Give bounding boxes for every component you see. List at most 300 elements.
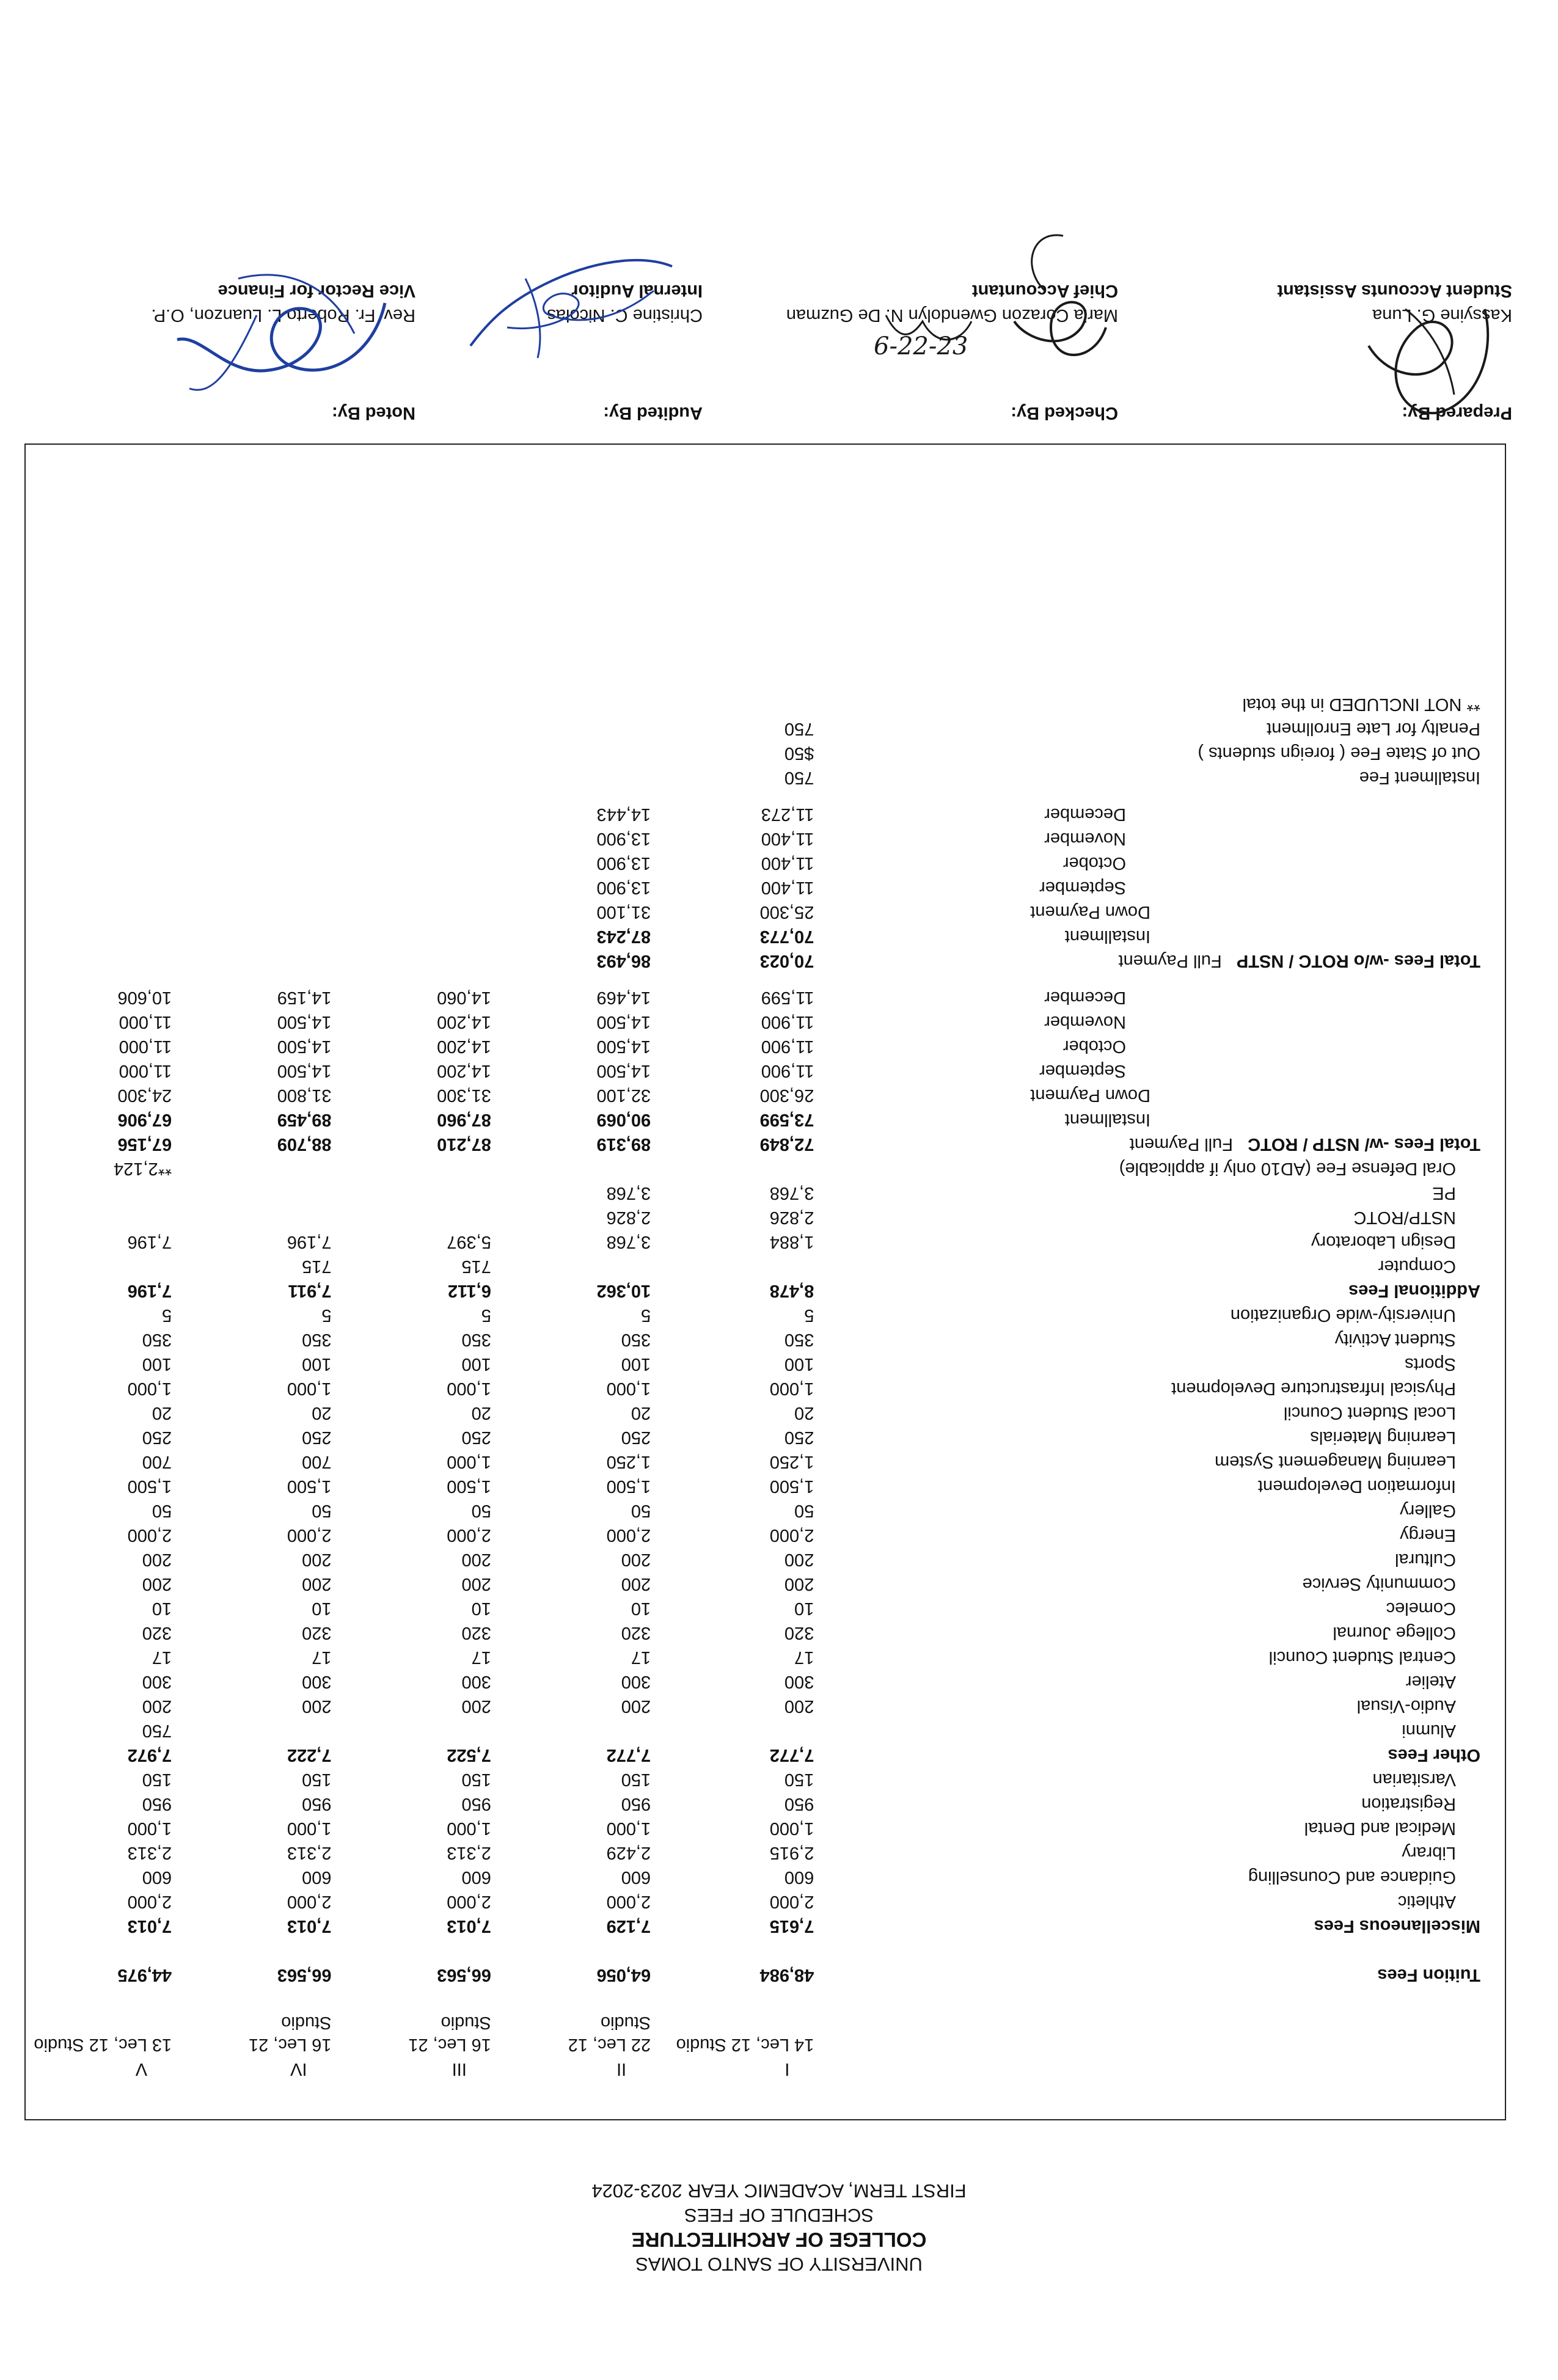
schedule-label: Down Payment [1030,1086,1150,1105]
fee-value: 5 [804,1305,814,1325]
empty-cell [172,900,331,924]
fee-value: 11,400 [761,853,814,873]
schedule-label: September [1039,878,1126,897]
fee-value: 600 [621,1867,651,1887]
fee-value [172,1718,331,1743]
misc-item-row [26,1767,1480,1792]
fee-value: 2,000 [127,1892,172,1911]
fee-value: 200 [621,1550,651,1569]
fee-value: 67,156 [117,1134,172,1154]
fee-value: 200 [621,1574,651,1594]
empty-cell [172,827,331,851]
note-label: Installment Fee [1359,768,1480,787]
prepared-by-role: Student Accounts Assistant [1277,281,1512,301]
fee-value [26,1254,172,1279]
empty-cell [172,692,331,717]
fee-value: 14,200 [437,1061,491,1081]
fee-value: 950 [784,1794,814,1814]
fee-value: 1,000 [606,1819,651,1838]
empty-cell [26,827,172,851]
fee-value: **2,124 [113,1159,172,1178]
empty-cell [26,949,172,973]
fee-value: 17 [471,1648,491,1667]
units-header-line-2 [26,2012,1480,2034]
fee-value: 100 [461,1354,491,1374]
fee-value [26,1205,172,1230]
fee-value: 1,500 [287,1477,332,1496]
note-row [26,717,1480,741]
schedule-label: December [1044,988,1126,1007]
other-item-row [26,1450,1480,1474]
without-nstp-schedule-row [26,802,1480,827]
prepared-by-heading: Prepared By: [1402,403,1512,423]
fee-value: 72,849 [759,1134,814,1154]
fee-value: 700 [302,1452,332,1472]
fee-value: 350 [621,1330,651,1349]
fee-value: 20 [312,1403,332,1423]
fee-value: 11,000 [119,1037,172,1056]
fee-value: 14,159 [277,988,332,1007]
fee-value: 950 [302,1794,332,1814]
noted-by-name: Rev. Fr. Roberto L. Luanzon, O.P. [151,305,415,325]
document-header [0,2178,1558,2276]
note-label: Out of State Fee ( foreign students ) [1198,743,1480,763]
fee-value: 150 [142,1770,172,1789]
fee-value: 7,222 [287,1745,332,1765]
term-title: FIRST TERM, ACADEMIC YEAR 2023-2024 [591,2180,967,2202]
other-item-label: Physical Infrastructure Development [1171,1379,1456,1398]
fee-value: 150 [621,1770,651,1789]
fee-value: 10 [471,1599,491,1618]
note-label: Penalty for Late Enrollment [1267,719,1480,739]
additional-item-row [26,1205,1480,1230]
fee-value: 11,400 [761,829,814,849]
fee-value: 300 [302,1672,332,1692]
with-nstp-schedule-row [26,1034,1480,1059]
schedule-label: October [1062,1037,1126,1056]
other-item-label: University-wide Organization [1230,1305,1456,1325]
fee-value: 7,129 [606,1916,651,1936]
units-label [26,2012,172,2034]
fee-value: 200 [784,1696,814,1716]
schedule-label: Down Payment [1030,902,1150,922]
with-nstp-schedule-row [26,1010,1480,1034]
fee-value: 600 [784,1867,814,1887]
fee-value: 250 [142,1428,172,1447]
year-level-label: IV [290,2059,307,2079]
fee-value: 14,500 [596,1037,651,1056]
fee-value: 14,200 [437,1012,491,1032]
fee-value [491,1718,651,1743]
fee-value: 8,478 [769,1281,814,1301]
fee-value: 7,196 [287,1232,332,1252]
fee-value: 200 [461,1550,491,1569]
fee-value: 3,768 [606,1232,651,1252]
misc-item-row [26,1841,1480,1865]
with-nstp-schedule-row [26,985,1480,1010]
fee-value: 250 [784,1428,814,1447]
fee-value: 67,906 [117,1110,172,1130]
fee-value: 350 [784,1330,814,1349]
empty-cell [26,851,172,875]
fee-value: 5 [641,1305,651,1325]
additional-item-label: NSTP/ROTC [1353,1208,1456,1227]
fee-value: 7,196 [127,1281,172,1301]
additional-item-row [26,1254,1480,1279]
fee-value: 66,563 [437,1965,491,1985]
fee-value [172,1205,331,1230]
empty-cell [172,802,331,827]
fee-value: 150 [461,1770,491,1789]
fee-value: 320 [784,1623,814,1643]
fee-value: 1,000 [447,1452,491,1472]
with-nstp-label-cell [814,1132,1480,1156]
empty-cell [331,900,491,924]
fee-value: 11,000 [119,1061,172,1081]
spacer-row [26,1987,1480,2012]
additional-item-label: Oral Defense Fee (AD10 only if applicable) [1119,1159,1456,1178]
checked-by-date: 6-22-23 [874,332,968,360]
fee-value: 2,000 [769,1525,814,1545]
schedule-title: SCHEDULE OF FEES [684,2205,874,2226]
empty-cell [331,924,491,949]
units-label: 16 Lec, 21 [408,2035,491,2054]
fee-value: 2,826 [606,1208,651,1227]
fee-value: 11,599 [761,988,814,1007]
without-nstp-schedule-row [26,875,1480,900]
empty-cell [26,802,172,827]
without-nstp-installment-row [26,924,1480,949]
fee-value: 50 [794,1501,814,1520]
fee-value: 89,459 [277,1110,332,1130]
fee-value: 1,500 [606,1477,651,1496]
empty-cell [331,827,491,851]
fee-value: 2,313 [447,1843,491,1863]
note-value: 750 [784,768,814,787]
fee-value: 2,000 [606,1525,651,1545]
fee-value [651,1718,814,1743]
fee-value: 200 [302,1550,332,1569]
fee-value: 2,000 [127,1525,172,1545]
empty-cell [331,741,491,765]
fee-value: 150 [784,1770,814,1789]
fee-value: 1,000 [127,1379,172,1398]
fee-value: 7,911 [288,1281,332,1301]
fee-value: 300 [461,1672,491,1692]
fee-value: 7,772 [769,1745,814,1765]
fee-value: 600 [461,1867,491,1887]
other-total-row [26,1743,1480,1767]
other-item-row [26,1303,1480,1327]
audited-by-heading: Audited By: [603,403,703,423]
note-value: 750 [784,719,814,739]
audited-by-role: Internal Auditor [571,281,703,301]
fee-value: 20 [471,1403,491,1423]
units-label: Studio [441,2013,491,2032]
fee-value: 10 [631,1599,651,1618]
fee-value: 17 [631,1648,651,1667]
fee-value: 14,060 [437,988,491,1007]
other-item-label: Audio-Visual [1356,1696,1456,1716]
other-item-label: Learning Management System [1215,1452,1456,1472]
other-item-label: Gallery [1400,1501,1456,1520]
fee-value: 66,563 [277,1965,332,1985]
spacer-row [26,1938,1480,1963]
year-level-label: V [135,2059,148,2079]
note-value [651,692,814,717]
fee-value: 700 [142,1452,172,1472]
empty-cell [26,900,172,924]
empty-cell [172,765,331,790]
fee-value: 300 [621,1672,651,1692]
other-item-label: Community Service [1302,1574,1456,1594]
fee-value: 2,429 [606,1843,651,1863]
fee-value: 11,900 [761,1012,814,1032]
fee-value: 320 [142,1623,172,1643]
other-item-row [26,1352,1480,1376]
fee-value: 20 [152,1403,172,1423]
checked-by-name: Maria Corazon Gwendolyn N. De Guzman [786,305,1118,325]
schedule-label: October [1062,853,1126,873]
other-item-label: Atelier [1405,1672,1456,1692]
fee-value [331,1718,491,1743]
with-nstp-schedule-row [26,1059,1480,1083]
installment-label: Installment [1064,1110,1150,1130]
empty-cell [172,949,331,973]
without-nstp-label: Total Fees -w/o ROTC / NSTP [1236,951,1480,971]
empty-cell [331,851,491,875]
fee-value: 320 [621,1623,651,1643]
fee-value: 7,522 [447,1745,491,1765]
additional-label: Additional Fees [1348,1281,1480,1301]
fee-value: 7,013 [447,1916,491,1936]
fee-value: 17 [312,1648,332,1667]
other-item-label: Local Student Council [1283,1403,1456,1423]
fee-value: 5 [321,1305,332,1325]
other-item-row [26,1498,1480,1523]
fee-value: 10 [152,1599,172,1618]
fees-frame [24,444,1506,2120]
empty-cell [172,717,331,741]
noted-by-role: Vice Rector for Finance [218,281,415,301]
other-item-row [26,1596,1480,1621]
fee-value: 10,362 [596,1281,651,1301]
other-item-row [26,1645,1480,1670]
full-payment-label: Full Payment [1129,1134,1234,1154]
fee-value: 87,960 [437,1110,491,1130]
note-row [26,741,1480,765]
fee-value: 350 [461,1330,491,1349]
additional-item-label: Design Laboratory [1311,1232,1456,1252]
fee-value: 950 [142,1794,172,1814]
fee-value: 14,200 [437,1037,491,1056]
full-payment-label: Full Payment [1118,951,1222,971]
fee-value: 2,313 [127,1843,172,1863]
schedule-label: December [1044,805,1126,824]
corner-cell [814,2012,1480,2034]
college-name: COLLEGE OF ARCHITECTURE [631,2229,927,2251]
other-item-row [26,1425,1480,1450]
fee-value: 2,826 [769,1208,814,1227]
note-label: ** NOT INCLUDED in the total [1242,695,1480,714]
year-level-header [26,2056,1480,2082]
fee-value: 2,000 [447,1525,491,1545]
misc-label: Miscellaneous Fees [1314,1916,1480,1936]
installment-label: Installment [1064,927,1150,946]
fee-value: 250 [302,1428,332,1447]
fee-value: 300 [784,1672,814,1692]
fee-value: 715 [461,1257,491,1276]
empty-cell [491,717,651,741]
other-item-label: College Journal [1333,1623,1456,1643]
fee-value [491,1156,651,1181]
fee-value: 31,800 [277,1086,332,1105]
corner-cell [814,2056,1480,2082]
fee-value: 32,100 [596,1086,651,1105]
fee-value: 5 [481,1305,491,1325]
audited-by-name: Christine C. Nicolas [547,305,703,325]
empty-cell [26,717,172,741]
fee-value: 7,972 [127,1745,172,1765]
schedule-label: September [1039,1061,1126,1081]
fee-value: 250 [461,1428,491,1447]
fee-value: 13,900 [596,878,651,897]
year-level-label: III [452,2059,467,2079]
fee-value: 31,300 [437,1086,491,1105]
fee-value: 50 [471,1501,491,1520]
fee-value: 1,500 [769,1477,814,1496]
fee-value: 13,900 [596,853,651,873]
fee-value: 150 [302,1770,332,1789]
fee-value: 1,500 [127,1477,172,1496]
fee-value: 50 [152,1501,172,1520]
tuition-row [26,1963,1480,1987]
fee-value [26,1181,172,1205]
fee-value: 73,599 [759,1110,814,1130]
other-item-row [26,1547,1480,1572]
fee-value: 25,300 [759,902,814,922]
fee-value: 11,400 [761,878,814,897]
fee-value: 7,196 [127,1232,172,1252]
schedule-label: November [1044,1012,1126,1032]
fee-value: 1,000 [769,1379,814,1398]
with-nstp-full-payment-row [26,1132,1480,1156]
fee-value: 10 [312,1599,332,1618]
fee-value: 11,900 [761,1037,814,1056]
units-label: Studio [281,2013,332,2032]
other-item-row [26,1376,1480,1401]
fee-value: 7,013 [127,1916,172,1936]
fee-value: 1,000 [287,1819,332,1838]
fee-value: 14,500 [277,1012,332,1032]
fee-value: 2,000 [769,1892,814,1911]
fee-value: 600 [302,1867,332,1887]
fee-value: 64,056 [596,1965,651,1985]
noted-by-heading: Noted By: [332,403,415,423]
fee-value [172,1181,331,1205]
fee-value: 250 [621,1428,651,1447]
other-label: Other Fees [1388,1745,1480,1765]
fee-value: 100 [302,1354,332,1374]
without-nstp-label-cell [814,949,1480,973]
fee-value: 20 [631,1403,651,1423]
fee-value: 70,773 [759,927,814,946]
fee-value: 88,709 [277,1134,332,1154]
empty-cell [172,851,331,875]
fee-value: 750 [142,1721,172,1740]
fee-value: 87,243 [596,927,651,946]
empty-cell [491,765,651,790]
fee-value: 11,900 [761,1061,814,1081]
corner-cell [814,2034,1480,2056]
fee-value: 5 [162,1305,172,1325]
without-nstp-schedule-row [26,900,1480,924]
fee-value: 2,000 [287,1892,332,1911]
empty-cell [26,741,172,765]
other-item-row [26,1718,1480,1743]
misc-item-label: Library [1402,1843,1456,1863]
fee-value [491,1254,651,1279]
fee-value: 20 [794,1403,814,1423]
fee-value: 13,900 [596,829,651,849]
checked-by-heading: Checked By: [1011,403,1118,423]
misc-item-row [26,1889,1480,1914]
fee-value: 320 [461,1623,491,1643]
fee-value: 14,500 [596,1061,651,1081]
empty-cell [331,875,491,900]
empty-cell [331,692,491,717]
empty-cell [331,765,491,790]
fee-value: 950 [461,1794,491,1814]
units-label [651,2012,814,2034]
without-nstp-schedule-row [26,851,1480,875]
fee-value: 17 [152,1648,172,1667]
fee-value: 100 [621,1354,651,1374]
empty-cell [172,924,331,949]
misc-item-label: Registration [1361,1794,1456,1814]
misc-item-label: Medical and Dental [1304,1819,1456,1838]
fee-value [331,1181,491,1205]
fee-value: 7,615 [769,1916,814,1936]
fee-value: 200 [784,1550,814,1569]
fee-value: 7,772 [606,1745,651,1765]
fee-value: 10 [794,1599,814,1618]
other-item-row [26,1401,1480,1425]
additional-item-row [26,1181,1480,1205]
without-nstp-full-payment-row [26,949,1480,973]
fee-value: 100 [784,1354,814,1374]
fee-value: 50 [312,1501,332,1520]
fee-value [331,1156,491,1181]
empty-cell [26,692,172,717]
schedule-label: November [1044,829,1126,849]
without-nstp-schedule-row [26,827,1480,851]
fee-value [651,1156,814,1181]
fee-value: 350 [302,1330,332,1349]
other-item-label: Energy [1400,1525,1456,1545]
other-item-row [26,1523,1480,1547]
fee-value: 2,000 [606,1892,651,1911]
empty-cell [172,875,331,900]
empty-cell [331,949,491,973]
misc-item-label: Varsitarian [1372,1770,1456,1789]
empty-cell [331,802,491,827]
empty-cell [26,875,172,900]
prepared-by-name: Kassyine G. Luna [1372,305,1512,325]
fee-value: 14,500 [277,1037,332,1056]
other-item-label: Cultural [1395,1550,1456,1569]
fee-value: 90,069 [596,1110,651,1130]
